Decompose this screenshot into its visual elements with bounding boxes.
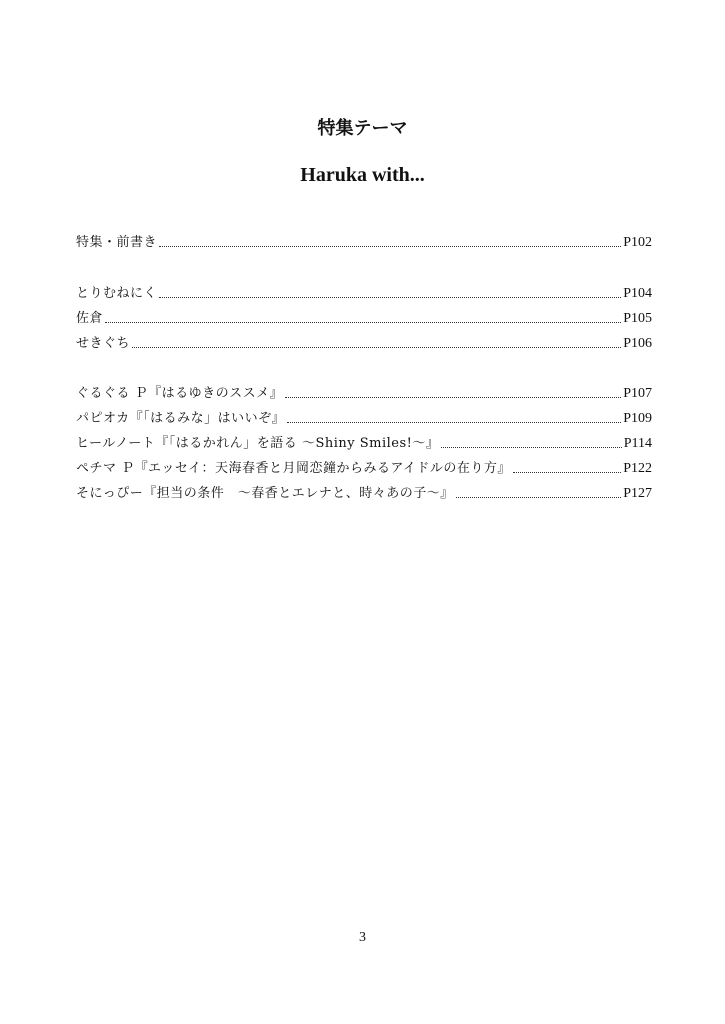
toc-leader-dots [513, 472, 621, 473]
toc-entry[interactable] [76, 480, 652, 502]
toc-entry-title: そにっぴー『担当の条件 ～春香とエレナと、時々あの子～』 [76, 486, 454, 501]
toc-entry[interactable] [76, 305, 652, 327]
toc-entry-page: P114 [623, 436, 652, 451]
toc-entry[interactable] [76, 330, 652, 352]
feature-title: Haruka with... [300, 164, 425, 186]
toc-entry-title: ヒールノート『「はるかれん」を語る ～Shiny Smiles!～』 [76, 436, 440, 451]
toc-leader-dots [285, 397, 621, 398]
toc-entry-title: ペチマ Ｐ『エッセイ：天海春香と月岡恋鐘からみるアイドルの在り方』 [76, 461, 511, 476]
toc-entry[interactable] [76, 280, 652, 302]
toc-entry-page: P107 [623, 386, 652, 401]
toc-entry[interactable] [76, 229, 652, 251]
toc-leader-dots [441, 447, 621, 448]
toc-entry-page: P109 [623, 411, 652, 426]
feature-theme-heading: 特集テーマ [317, 118, 408, 139]
toc-entry-page: P105 [623, 311, 652, 326]
toc-leader-dots [105, 322, 621, 323]
toc-entry-title: 特集・前書き [76, 235, 158, 250]
toc-entry-title: ぐるぐる Ｐ『はるゆきのススメ』 [76, 386, 284, 401]
toc-entry[interactable] [76, 380, 652, 402]
toc-entry-title: とりむねにく [76, 286, 158, 301]
toc-entry-page: P106 [623, 336, 652, 351]
toc-leader-dots [287, 422, 621, 423]
toc-entry-title: パピオカ『「はるみな」はいいぞ』 [76, 411, 286, 426]
toc-entry-page: P122 [623, 461, 652, 476]
toc-entry[interactable] [76, 430, 652, 452]
toc-leader-dots [132, 347, 621, 348]
toc-leader-dots [456, 497, 621, 498]
toc-entry-page: P102 [623, 235, 652, 250]
toc-entry-title: せきぐち [76, 336, 131, 351]
toc-entry-page: P127 [623, 486, 652, 501]
toc-entry-page: P104 [623, 286, 652, 301]
toc-leader-dots [159, 297, 621, 298]
page-number: 3 [359, 930, 366, 945]
toc-entry[interactable] [76, 405, 652, 427]
toc-entry[interactable] [76, 455, 652, 477]
toc-entry-title: 佐倉 [76, 311, 104, 326]
toc-leader-dots [159, 246, 621, 247]
